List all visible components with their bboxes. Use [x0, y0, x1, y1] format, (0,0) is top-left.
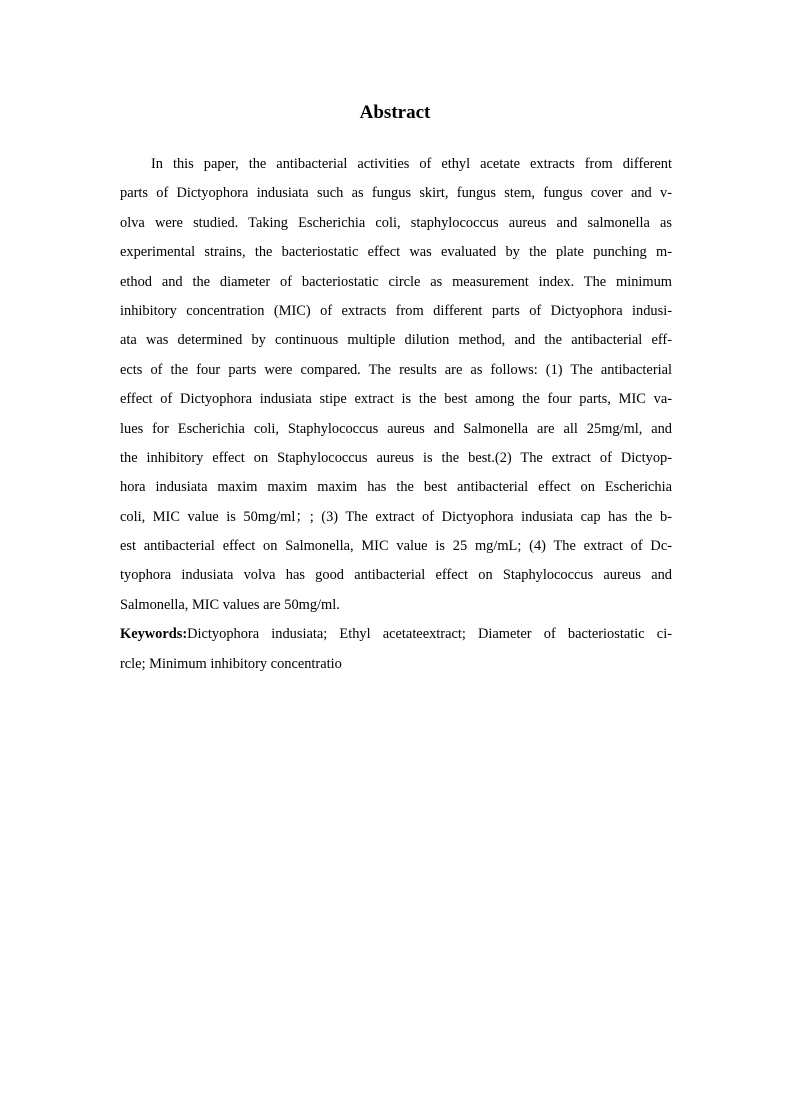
abstract-line: ata was determined by continuous multiple dilution method, and the antibacterial eff- [120, 332, 672, 349]
abstract-line: ects of the four parts were compared. The results are as follows: (1) The antibacterial [120, 361, 672, 378]
abstract-line: parts of Dictyophora indusiata such as fungus skirt, fungus stem, fungus cover and v- [120, 185, 672, 202]
abstract-line: tyophora indusiata volva has good antibacterial effect on Staphylococcus aureus and [120, 567, 672, 584]
abstract-line: olva were studied. Taking Escherichia coli, staphylococcus aureus and salmonella as [120, 214, 672, 231]
abstract-line: coli, MIC value is 50mg/ml；; (3) The extract of Dictyophora indusiata cap has the b- [120, 508, 672, 525]
abstract-line: inhibitory concentration (MIC) of extracts from different parts of Dictyophora indusi- [120, 302, 672, 319]
abstract-line: experimental strains, the bacteriostatic effect was evaluated by the plate punching m- [120, 244, 672, 261]
abstract-line: hora indusiata maxim maxim maxim has the best antibacterial effect on Escherichia [120, 479, 672, 496]
abstract-line: effect of Dictyophora indusiata stipe extract is the best among the four parts, MIC va- [120, 391, 672, 408]
keywords-text: Dictyophora indusiata; Ethyl acetateextract; Diameter of bacteriostatic ci- [187, 626, 672, 643]
abstract-line: ethod and the diameter of bacteriostatic circle as measurement index. The minimum [120, 273, 672, 290]
keywords-line [120, 620, 672, 649]
abstract-line: est antibacterial effect on Salmonella, MIC value is 25 mg/mL; (4) The extract of Dc- [120, 538, 672, 555]
abstract-body [120, 150, 672, 679]
abstract-line: In this paper, the antibacterial activities of ethyl acetate extracts from different [151, 156, 672, 172]
keywords-label: Keywords: [120, 626, 188, 643]
abstract-line: the inhibitory effect on Staphylococcus aureus is the best.(2) The extract of Dictyop- [120, 449, 672, 466]
abstract-line: Salmonella, MIC values are 50mg/ml. [120, 596, 340, 613]
page-title: Abstract [359, 102, 431, 123]
abstract-line: lues for Escherichia coli, Staphylococcus aureus and Salmonella are all 25mg/ml, and [120, 420, 672, 437]
keywords-line-continued: rcle; Minimum inhibitory concentratio [120, 655, 342, 672]
